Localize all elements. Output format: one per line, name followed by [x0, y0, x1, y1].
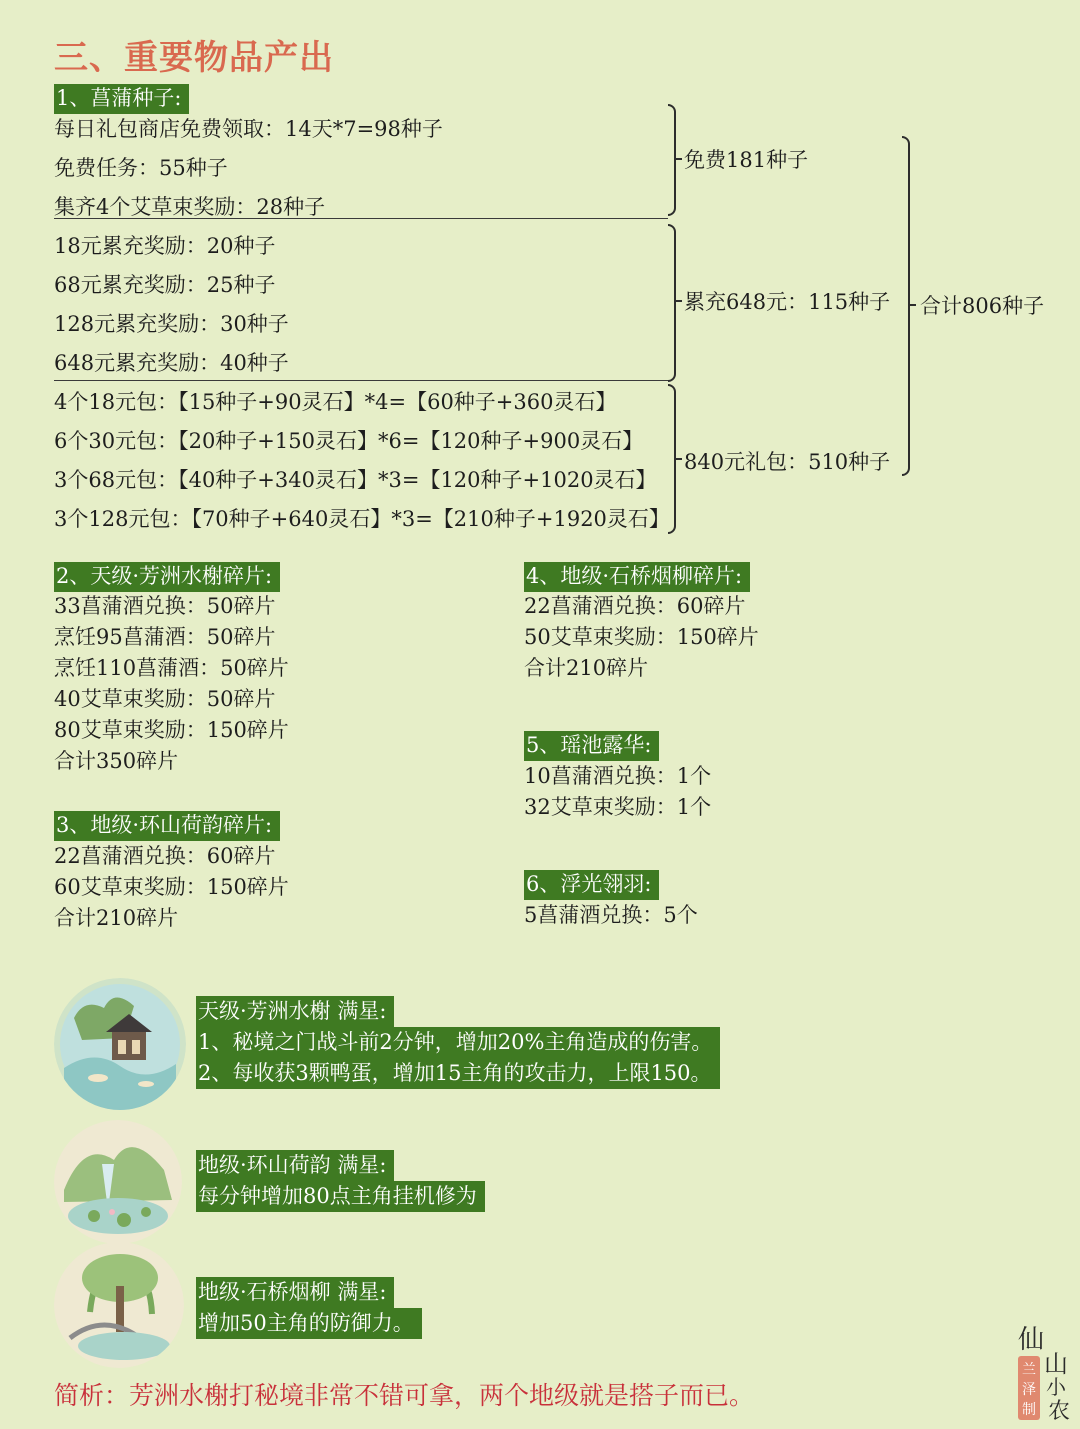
svg-text:农: 农	[1048, 1399, 1071, 1422]
list-item: 22菖蒲酒兑换：60碎片	[524, 594, 746, 618]
huanshan-illustration	[54, 1120, 182, 1244]
star-effect: 每分钟增加80点主角挂机修为	[196, 1181, 485, 1212]
packs-total: 840元礼包：510种子	[684, 450, 891, 474]
star-card-fangzhou	[196, 996, 720, 1089]
divider	[54, 218, 668, 219]
fangzhou-illustration	[54, 978, 186, 1110]
list-item: 33菖蒲酒兑换：50碎片	[54, 594, 276, 618]
brace-tip	[674, 458, 682, 460]
svg-text:仙: 仙	[1018, 1325, 1045, 1355]
section-header-shiqiao: 4、地级·石桥烟柳碎片:	[524, 562, 750, 592]
section-header-seeds: 1、菖蒲种子:	[54, 84, 189, 114]
section-header-yaochi: 5、瑶池露华:	[524, 731, 659, 761]
list-item: 32艾草束奖励：1个	[524, 795, 712, 819]
star-title: 地级·石桥烟柳 满星:	[196, 1277, 394, 1308]
brace-tip	[908, 304, 916, 306]
list-item: 合计210碎片	[524, 656, 649, 680]
seed-pack-line: 4个18元包：【15种子+90灵石】*4=【60种子+360灵石】	[54, 390, 617, 414]
page-title: 三、重要物品产出	[54, 38, 334, 78]
seed-free-line: 每日礼包商店免费领取：14天*7=98种子	[54, 117, 443, 141]
free-total: 免费181种子	[684, 148, 809, 172]
brand-logo	[1014, 1322, 1076, 1422]
seed-recharge-line: 68元累充奖励：25种子	[54, 273, 276, 297]
brace-free	[668, 104, 676, 216]
star-title: 地级·环山荷韵 满星:	[196, 1150, 394, 1181]
svg-text:泽: 泽	[1022, 1382, 1036, 1398]
seed-free-line: 集齐4个艾草束奖励：28种子	[54, 195, 326, 219]
shiqiao-illustration	[54, 1242, 184, 1368]
list-item: 烹饪95菖蒲酒：50碎片	[54, 625, 276, 649]
list-item: 50艾草束奖励：150碎片	[524, 625, 759, 649]
star-card-shiqiao	[196, 1277, 422, 1339]
divider	[54, 380, 668, 381]
svg-text:兰: 兰	[1022, 1362, 1036, 1378]
seed-recharge-line: 128元累充奖励：30种子	[54, 312, 289, 336]
star-title: 天级·芳洲水榭 满星:	[196, 996, 394, 1027]
svg-text:山: 山	[1044, 1350, 1068, 1378]
brace-grand	[902, 136, 910, 476]
star-effect: 增加50主角的防御力。	[196, 1308, 422, 1339]
star-effect: 1、秘境之门战斗前2分钟，增加20%主角造成的伤害。	[196, 1027, 720, 1058]
seed-pack-line: 6个30元包：【20种子+150灵石】*6=【120种子+900灵石】	[54, 429, 644, 453]
seed-free-line: 免费任务：55种子	[54, 156, 228, 180]
seed-pack-line: 3个68元包：【40种子+340灵石】*3=【120种子+1020灵石】	[54, 468, 657, 492]
seed-recharge-line: 648元累充奖励：40种子	[54, 351, 289, 375]
brace-recharge	[668, 224, 676, 382]
summary-text: 简析：芳洲水榭打秘境非常不错可拿，两个地级就是搭子而已。	[54, 1381, 755, 1410]
recharge-total: 累充648元：115种子	[684, 290, 891, 314]
star-effect: 2、每收获3颗鸭蛋，增加15主角的攻击力，上限150。	[196, 1058, 720, 1089]
brace-tip	[674, 300, 682, 302]
seed-recharge-line: 18元累充奖励：20种子	[54, 234, 276, 258]
list-item: 合计210碎片	[54, 906, 179, 930]
list-item: 合计350碎片	[54, 749, 179, 773]
svg-text:小: 小	[1046, 1375, 1066, 1399]
list-item: 80艾草束奖励：150碎片	[54, 718, 289, 742]
list-item: 40艾草束奖励：50碎片	[54, 687, 276, 711]
section-header-fuguang: 6、浮光翎羽:	[524, 870, 659, 900]
brace-tip	[674, 158, 682, 160]
list-item: 10菖蒲酒兑换：1个	[524, 764, 712, 788]
section-header-huanshan: 3、地级·环山荷韵碎片:	[54, 811, 280, 841]
section-header-fangzhou: 2、天级·芳洲水榭碎片:	[54, 562, 280, 592]
grand-total: 合计806种子	[920, 294, 1045, 318]
list-item: 5菖蒲酒兑换：5个	[524, 903, 698, 927]
list-item: 烹饪110菖蒲酒：50碎片	[54, 656, 289, 680]
seed-pack-line: 3个128元包：【70种子+640灵石】*3=【210种子+1920灵石】	[54, 507, 670, 531]
list-item: 22菖蒲酒兑换：60碎片	[54, 844, 276, 868]
star-card-huanshan	[196, 1150, 485, 1212]
svg-text:制: 制	[1022, 1402, 1036, 1418]
list-item: 60艾草束奖励：150碎片	[54, 875, 289, 899]
